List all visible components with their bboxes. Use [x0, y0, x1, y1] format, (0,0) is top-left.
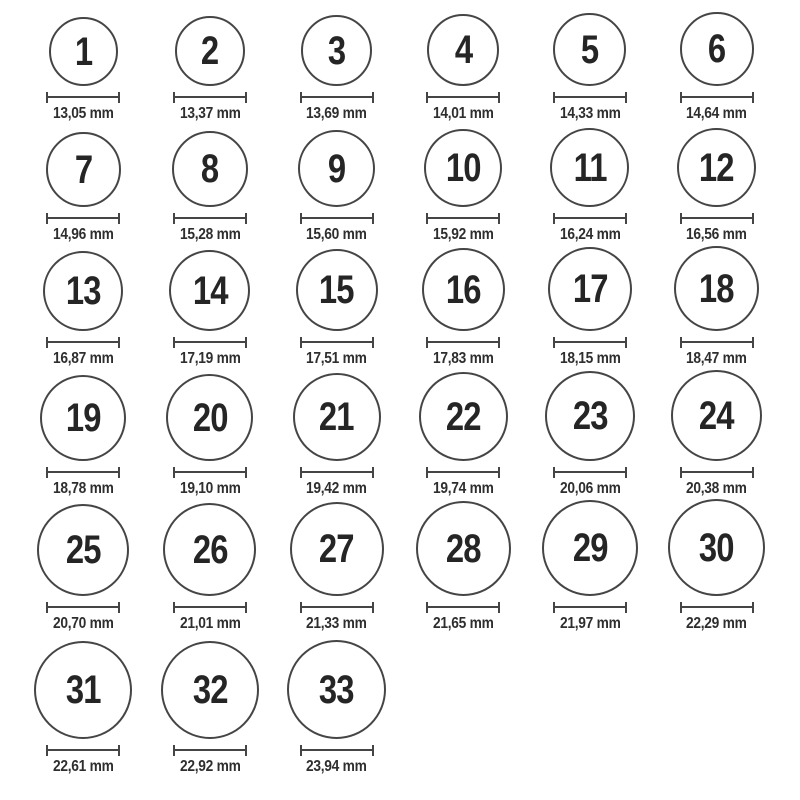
- diameter-measure-line: [300, 745, 374, 756]
- diameter-label: 22,92 mm: [179, 758, 241, 776]
- ring-size-item: [527, 370, 654, 500]
- diameter-measure-line: [680, 213, 754, 224]
- ring-size-item: [20, 370, 147, 500]
- ring-size-number: 16: [445, 267, 481, 312]
- measure-bar: [175, 96, 245, 98]
- ring-size-item: [653, 370, 780, 500]
- ring-size-item: [273, 499, 400, 635]
- ring-size-item: [20, 125, 147, 246]
- diameter-label: 16,87 mm: [52, 350, 114, 368]
- ring-circle: [542, 500, 638, 596]
- ring-circle: [548, 247, 632, 331]
- ring-size-number: 31: [65, 668, 101, 713]
- diameter-measure-line: [680, 602, 754, 613]
- ring-circle: [419, 372, 508, 461]
- ring-circle: [422, 248, 505, 331]
- ring-size-number: 7: [74, 147, 93, 192]
- diameter-measure-line: [553, 602, 627, 613]
- ring-size-number: 22: [445, 394, 481, 439]
- chart-row: [20, 125, 780, 246]
- measure-bar: [428, 606, 498, 608]
- ring-size-number: 24: [699, 393, 735, 438]
- ring-size-item: [20, 246, 147, 370]
- ring-circle: [301, 15, 372, 86]
- chart-row: [20, 499, 780, 633]
- measure-bar: [175, 749, 245, 751]
- diameter-label: 13,69 mm: [306, 105, 367, 123]
- ring-circle: [424, 129, 502, 207]
- diameter-measure-line: [46, 745, 120, 756]
- ring-size-item: [400, 499, 527, 635]
- diameter-label: 22,61 mm: [52, 758, 114, 776]
- ring-size-item: [147, 0, 274, 125]
- diameter-label: 17,19 mm: [179, 350, 241, 368]
- diameter-measure-line: [553, 467, 627, 478]
- ring-size-number: 11: [573, 145, 607, 190]
- diameter-label: 23,94 mm: [306, 758, 367, 776]
- measure-bar: [302, 606, 372, 608]
- ring-size-number: 5: [581, 27, 599, 72]
- ring-size-item: [653, 125, 780, 246]
- measure-bar: [682, 341, 752, 343]
- measure-bar: [175, 217, 245, 219]
- diameter-measure-line: [300, 92, 374, 103]
- ring-circle: [677, 128, 756, 207]
- diameter-label: 21,01 mm: [179, 615, 241, 632]
- diameter-label: 13,37 mm: [179, 105, 241, 123]
- chart-row: [20, 370, 780, 499]
- diameter-label: 16,56 mm: [686, 226, 747, 244]
- diameter-label: 14,01 mm: [432, 105, 494, 123]
- measure-bar: [302, 341, 372, 343]
- diameter-measure-line: [46, 467, 120, 478]
- measure-bar: [302, 217, 372, 219]
- measure-bar: [48, 471, 118, 473]
- ring-circle: [545, 371, 635, 461]
- diameter-label: 19,10 mm: [179, 480, 241, 497]
- chart-row: [20, 0, 780, 125]
- diameter-measure-line: [46, 92, 120, 103]
- diameter-label: 21,33 mm: [306, 615, 367, 632]
- ring-size-number: 25: [65, 528, 101, 572]
- ring-circle: [49, 17, 118, 86]
- ring-size-number: 9: [327, 146, 346, 191]
- ring-size-number: 2: [201, 29, 219, 74]
- ring-size-item: [400, 246, 527, 370]
- ring-size-number: 14: [192, 268, 228, 313]
- ring-circle: [166, 374, 253, 461]
- ring-size-item: [400, 0, 527, 125]
- measure-bar: [428, 217, 498, 219]
- ring-size-item: [400, 125, 527, 246]
- ring-circle: [293, 373, 381, 461]
- diameter-label: 14,96 mm: [52, 226, 114, 244]
- ring-size-item: [273, 125, 400, 246]
- ring-circle: [163, 503, 256, 596]
- diameter-measure-line: [300, 467, 374, 478]
- ring-size-number: 12: [699, 145, 735, 190]
- measure-bar: [428, 341, 498, 343]
- ring-circle: [175, 16, 245, 86]
- ring-size-item: [147, 499, 274, 635]
- ring-size-number: 3: [327, 28, 346, 73]
- ring-size-item: [400, 370, 527, 500]
- diameter-label: 18,47 mm: [686, 350, 747, 368]
- ring-circle: [680, 12, 754, 86]
- diameter-measure-line: [173, 337, 247, 348]
- ring-size-item: [273, 246, 400, 370]
- diameter-measure-line: [680, 467, 754, 478]
- ring-size-number: 8: [201, 147, 219, 192]
- diameter-label: 18,15 mm: [559, 350, 621, 368]
- ring-size-item: [20, 499, 147, 635]
- diameter-measure-line: [173, 602, 247, 613]
- measure-bar: [682, 96, 752, 98]
- diameter-measure-line: [426, 602, 500, 613]
- measure-bar: [428, 96, 498, 98]
- measure-bar: [48, 606, 118, 608]
- measure-bar: [555, 217, 625, 219]
- diameter-measure-line: [46, 213, 120, 224]
- diameter-label: 17,83 mm: [432, 350, 494, 368]
- diameter-label: 20,70 mm: [52, 615, 114, 632]
- diameter-label: 19,42 mm: [306, 480, 367, 497]
- ring-size-number: 32: [192, 668, 228, 713]
- ring-size-number: 1: [74, 29, 93, 74]
- diameter-label: 20,06 mm: [559, 480, 621, 497]
- ring-size-item: [273, 633, 400, 778]
- ring-size-number: 10: [445, 146, 481, 191]
- ring-size-number: 19: [65, 396, 101, 440]
- measure-bar: [48, 217, 118, 219]
- diameter-label: 15,60 mm: [306, 226, 367, 244]
- diameter-measure-line: [173, 92, 247, 103]
- ring-circle: [427, 14, 499, 86]
- ring-circle: [43, 251, 123, 331]
- measure-bar: [48, 96, 118, 98]
- ring-size-number: 17: [572, 267, 608, 312]
- ring-size-number: 28: [445, 526, 481, 571]
- ring-circle: [550, 128, 629, 207]
- measure-bar: [48, 341, 118, 343]
- diameter-measure-line: [680, 337, 754, 348]
- ring-size-item: [147, 125, 274, 246]
- diameter-measure-line: [426, 337, 500, 348]
- measure-bar: [175, 606, 245, 608]
- diameter-label: 16,24 mm: [559, 226, 621, 244]
- ring-circle: [416, 501, 511, 596]
- ring-circle: [40, 375, 126, 461]
- ring-circle: [172, 131, 248, 207]
- measure-bar: [682, 606, 752, 608]
- chart-row: [20, 633, 780, 778]
- ring-size-number: 13: [65, 269, 101, 314]
- diameter-measure-line: [173, 467, 247, 478]
- diameter-measure-line: [173, 745, 247, 756]
- ring-circle: [296, 249, 378, 331]
- diameter-measure-line: [426, 213, 500, 224]
- diameter-label: 21,65 mm: [432, 615, 494, 632]
- diameter-measure-line: [300, 602, 374, 613]
- measure-bar: [175, 341, 245, 343]
- ring-size-number: 27: [319, 527, 355, 571]
- ring-size-item: [147, 633, 274, 778]
- ring-circle: [298, 130, 375, 207]
- ring-size-item: [20, 633, 147, 778]
- measure-bar: [175, 471, 245, 473]
- measure-bar: [555, 471, 625, 473]
- ring-circle: [668, 499, 765, 596]
- diameter-measure-line: [300, 213, 374, 224]
- measure-bar: [302, 471, 372, 473]
- ring-size-number: 6: [707, 27, 726, 72]
- ring-circle: [46, 132, 121, 207]
- ring-size-number: 33: [319, 667, 355, 712]
- ring-size-item: [147, 370, 274, 500]
- diameter-label: 17,51 mm: [306, 350, 367, 368]
- ring-size-number: 18: [699, 266, 735, 311]
- diameter-measure-line: [300, 337, 374, 348]
- measure-bar: [682, 217, 752, 219]
- diameter-label: 18,78 mm: [52, 480, 114, 497]
- diameter-measure-line: [426, 92, 500, 103]
- ring-circle: [161, 641, 259, 739]
- ring-size-item: [527, 499, 654, 635]
- diameter-measure-line: [553, 213, 627, 224]
- diameter-label: 21,97 mm: [559, 615, 621, 632]
- ring-size-item: [527, 125, 654, 246]
- ring-size-item: [653, 499, 780, 635]
- ring-circle: [169, 250, 250, 331]
- diameter-measure-line: [553, 337, 627, 348]
- diameter-label: 20,38 mm: [686, 480, 747, 497]
- diameter-label: 15,28 mm: [179, 226, 241, 244]
- ring-size-number: 15: [319, 268, 355, 313]
- ring-circle: [290, 502, 384, 596]
- measure-bar: [555, 96, 625, 98]
- ring-size-item: [273, 0, 400, 125]
- ring-size-number: 4: [454, 28, 473, 73]
- diameter-measure-line: [46, 602, 120, 613]
- diameter-measure-line: [553, 92, 627, 103]
- diameter-label: 22,29 mm: [686, 615, 747, 632]
- diameter-label: 14,33 mm: [559, 105, 621, 123]
- diameter-measure-line: [173, 213, 247, 224]
- ring-size-item: [527, 246, 654, 370]
- measure-bar: [428, 471, 498, 473]
- ring-size-number: 29: [572, 526, 608, 570]
- diameter-label: 19,74 mm: [432, 480, 494, 497]
- ring-size-number: 23: [572, 394, 608, 438]
- ring-size-number: 30: [699, 525, 735, 570]
- ring-circle: [671, 370, 762, 461]
- ring-size-item: [147, 246, 274, 370]
- ring-circle: [553, 13, 626, 86]
- measure-bar: [555, 606, 625, 608]
- ring-circle: [37, 504, 129, 596]
- ring-size-item: [20, 0, 147, 125]
- ring-size-item: [273, 370, 400, 500]
- measure-bar: [302, 96, 372, 98]
- ring-circle: [674, 246, 759, 331]
- diameter-measure-line: [46, 337, 120, 348]
- measure-bar: [682, 471, 752, 473]
- diameter-label: 15,92 mm: [432, 226, 494, 244]
- ring-size-item: [527, 0, 654, 125]
- ring-circle: [34, 641, 132, 739]
- chart-row: [20, 246, 780, 370]
- ring-circle: [287, 640, 386, 739]
- ring-size-number: 21: [319, 395, 355, 439]
- ring-size-number: 20: [192, 395, 228, 440]
- diameter-measure-line: [680, 92, 754, 103]
- measure-bar: [302, 749, 372, 751]
- diameter-label: 14,64 mm: [686, 105, 747, 123]
- ring-size-item: [653, 0, 780, 125]
- ring-size-item: [653, 246, 780, 370]
- measure-bar: [48, 749, 118, 751]
- measure-bar: [555, 341, 625, 343]
- ring-size-number: 26: [192, 527, 228, 572]
- diameter-label: 13,05 mm: [52, 105, 114, 123]
- diameter-measure-line: [426, 467, 500, 478]
